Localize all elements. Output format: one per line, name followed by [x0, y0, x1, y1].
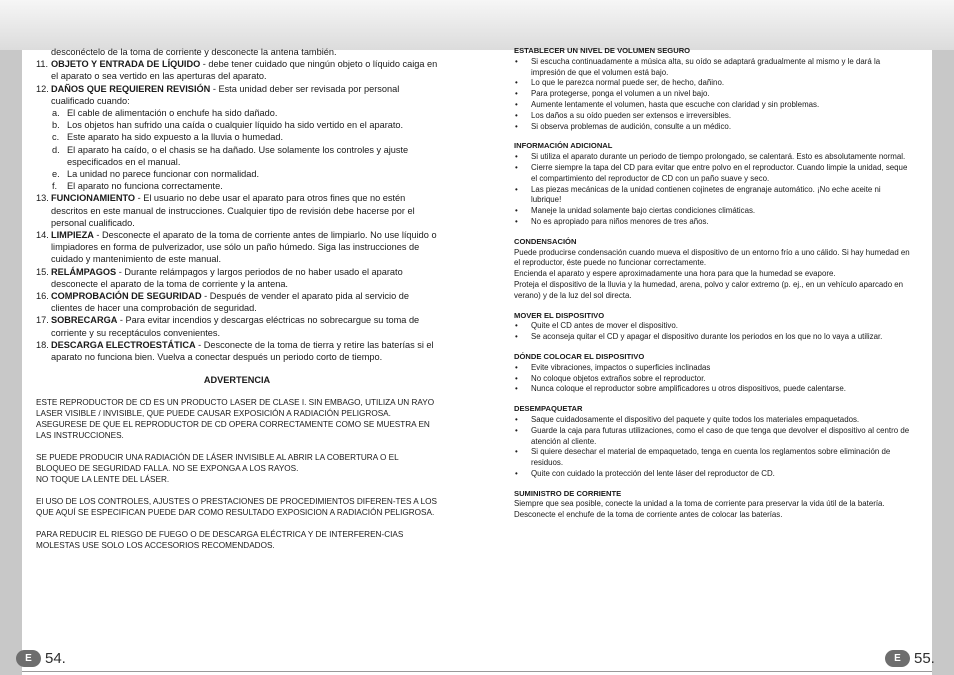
bullet-text: No es apropiado para niños menores de tres años. — [531, 216, 709, 226]
list-item — [36, 339, 438, 363]
sub-text: El cable de alimentación o enchufe ha sido dañado. — [67, 108, 278, 119]
sub-item — [52, 168, 438, 180]
sub-item — [52, 107, 438, 119]
bullet-icon: • — [515, 89, 518, 99]
sub-text: Los objetos han sufrido una caída o cualquier líquido ha sido vertido en el aparato. — [67, 120, 404, 131]
bullet-text: No coloque objetos extraños sobre el reproductor. — [531, 373, 706, 383]
bullet-icon: • — [515, 468, 518, 478]
list-item — [514, 163, 910, 185]
item-title: OBJETO Y ENTRADA DE LÍQUIDO — [51, 59, 201, 70]
list-item — [36, 58, 438, 82]
section-title: CONDENSACIÓN — [514, 236, 577, 246]
bullet-text: Quite el CD antes de mover el dispositivo. — [531, 321, 678, 331]
warning-title: ADVERTENCIA — [203, 375, 271, 386]
item-number: 13. — [36, 193, 49, 204]
bullet-text: Si escucha continuadamente a música alta, su oído se adaptará gradualmente al mismo y le dará la impresión de que el volumen está bajo. — [531, 56, 881, 77]
bullet-icon: • — [515, 78, 518, 88]
item-number: 18. — [36, 339, 49, 350]
list-item — [36, 314, 438, 338]
item-title: FUNCIONAMIENTO — [51, 193, 136, 204]
header-band — [0, 0, 954, 50]
bullet-icon: • — [515, 384, 518, 394]
bullet-text: Evite vibraciones, impactos o superficies inclinadas — [531, 362, 711, 372]
list-item — [514, 363, 910, 374]
bullet-list — [514, 152, 910, 228]
list-item — [36, 290, 438, 314]
item-text: - El usuario no debe usar el aparato para otros fines que no estén descritos en este manual de instrucciones. Cualquier tipo de revisión debe hacerse por el personal cualificado. — [51, 193, 415, 228]
sub-letter: f. — [52, 181, 58, 192]
warning-paragraph: PARA REDUCIR EL RIESGO DE FUEGO O DE DESCARGA ELÉCTRICA Y DE INTERFEREN-CIAS MOLESTAS USE SOLO LOS ACCESORIOS RECOMENDADOS. — [36, 530, 404, 551]
paragraph: Encienda el aparato y espere aproximadamente una hora para que la humedad se evapore. — [514, 269, 836, 279]
section-title: DESEMPAQUETAR — [514, 404, 583, 414]
list-item — [514, 384, 910, 395]
left-page — [36, 46, 438, 645]
sub-text: El aparato no funciona correctamente. — [67, 181, 223, 192]
page-number-left — [16, 650, 66, 667]
language-badge: E — [885, 650, 910, 667]
section-title: MOVER EL DISPOSITIVO — [514, 310, 605, 320]
right-margin-bar — [932, 50, 954, 675]
bullet-list — [514, 363, 910, 395]
section-title: ESTABLECER UN NIVEL DE VOLUMEN SEGURO — [514, 46, 691, 55]
bullet-icon: • — [515, 99, 518, 109]
list-item — [514, 100, 910, 111]
warning-paragraph: SE PUEDE PRODUCIR UNA RADIACIÓN DE LÁSER INVISIBLE AL ABRIR LA COBERTURA O EL BLOQUEO DE SEGURIDAD FALLA. NO SE EXPONGA A LOS RAYOS. — [36, 453, 399, 474]
list-item — [36, 266, 438, 290]
list-item — [514, 469, 910, 480]
section-title: INFORMACIÓN ADICIONAL — [514, 141, 613, 151]
bullet-icon: • — [515, 362, 518, 372]
sub-item — [52, 180, 438, 192]
list-item — [514, 217, 910, 228]
sub-text: La unidad no parece funcionar con normalidad. — [67, 169, 260, 180]
bullet-text: Cierre siempre la tapa del CD para evitar que entre polvo en el reproductor. Cuando limpie la unidad, seque el compartimiento del reproductor de CD con un paño suave y seco. — [531, 162, 908, 183]
list-item — [514, 111, 910, 122]
bullet-text: Si observa problemas de audición, consulte a un médico. — [531, 121, 732, 131]
list-item — [514, 185, 910, 207]
item-title: DESCARGA ELECTROESTÁTICA — [51, 339, 196, 350]
bullet-text: Quite con cuidado la protección del lente láser del reproductor de CD. — [531, 468, 775, 478]
list-item — [514, 374, 910, 385]
paragraph: Siempre que sea posible, conecte la unidad a la toma de corriente para preservar la vida útil de la batería. Desconecte el enchufe de la toma de corriente antes de colocar las baterías. — [514, 499, 885, 520]
list-item — [514, 321, 910, 332]
bullet-text: Las piezas mecánicas de la unidad contienen cojinetes de engranaje automático. ¡No eche aceite ni lubrique! — [531, 184, 881, 205]
warning-paragraph: NO TOQUE LA LENTE DEL LÁSER. — [36, 475, 170, 485]
item-number: 11. — [36, 59, 49, 70]
item-number: 17. — [36, 315, 49, 326]
sub-item — [52, 131, 438, 143]
bullet-text: Si utiliza el aparato durante un periodo de tiempo prolongado, se calentará. Esto es absolutamente normal. — [531, 152, 906, 162]
item-title: RELÁMPAGOS — [51, 266, 117, 277]
list-item — [514, 57, 910, 79]
sub-text: El aparato ha caído, o el chasis se ha dañado. Use solamente los controles y ajuste especificados en el manual. — [67, 144, 409, 167]
bullet-text: Maneje la unidad solamente bajo ciertas condiciones climáticas. — [531, 206, 756, 216]
bullet-list — [514, 415, 910, 480]
bullet-icon: • — [515, 425, 518, 435]
paragraph: Puede producirse condensación cuando mueva el dispositivo de un entorno frío a uno cálido. Si hay humedad en el reproductor, éste puede no funcionar correctamente. — [514, 247, 910, 268]
item-title: SOBRECARGA — [51, 315, 118, 326]
sub-letter: e. — [52, 169, 60, 180]
item-text: - Después de vender el aparato pida al servicio de clientes de hacer una comprobación de seguridad. — [51, 291, 409, 314]
item-number: 16. — [36, 291, 49, 302]
bullet-icon: • — [515, 321, 518, 331]
footer-rule — [22, 671, 932, 672]
item-text: - Esta unidad deber ser revisada por personal cualificado cuando: — [51, 83, 400, 106]
bullet-text: Guarde la caja para futuras utilizaciones, como el caso de que tenga que devolver el dispositivo al centro de atención al cliente. — [531, 425, 910, 446]
bullet-icon: • — [515, 332, 518, 342]
page-number-right — [885, 650, 935, 667]
item-text: - Para evitar incendios y descargas eléctricas no sobrecargue su toma de corriente y su receptáculos convenientes. — [51, 315, 420, 338]
item-number: 15. — [36, 266, 49, 277]
list-item — [36, 192, 438, 229]
sub-item — [52, 119, 438, 131]
sub-letter: c. — [52, 132, 60, 143]
list-item — [514, 415, 910, 426]
sub-text: Este aparato ha sido expuesto a la lluvia o humedad. — [67, 132, 284, 143]
bullet-icon: • — [515, 56, 518, 66]
bullet-icon: • — [515, 184, 518, 194]
bullet-text: Lo que le parezca normal puede ser, de hecho, dañino. — [531, 78, 725, 88]
bullet-icon: • — [515, 373, 518, 383]
sub-letter: b. — [52, 120, 60, 131]
list-item — [514, 332, 910, 343]
bullet-text: Aumente lentamente el volumen, hasta que escuche con claridad y sin problemas. — [531, 99, 820, 109]
list-item — [514, 152, 910, 163]
item-title: LIMPIEZA — [51, 230, 94, 241]
bullet-list — [514, 321, 910, 343]
item-number: 14. — [36, 230, 49, 241]
list-item — [514, 447, 910, 469]
bullet-icon: • — [515, 121, 518, 131]
section-title: DÓNDE COLOCAR EL DISPOSITIVO — [514, 351, 645, 361]
sub-letter: d. — [52, 144, 60, 155]
warning-paragraph: ESTE REPRODUCTOR DE CD ES UN PRODUCTO LASER DE CLASE I. SIN EMBAGO, UTILIZA UN RAYO LASER VISIBLE / INVISIBLE, QUE PUEDE CAUSAR EXPOSICIÓN A RADIACIÓN PELIGROSA. ASEGURESE DE QUE EL REPRODUCTOR DE CD OPERA CORRECTAMENTE COMO SE MUESTRA EN LAS INSTRUCCIONES. — [36, 398, 435, 441]
bullet-icon: • — [515, 152, 518, 162]
page-number: 54. — [45, 650, 66, 667]
list-item — [514, 426, 910, 448]
bullet-text: Si quiere desechar el material de empaquetado, tenga en cuenta los reglamentos sobre eliminación de residuos. — [531, 447, 891, 468]
warning-paragraph: El USO DE LOS CONTROLES, AJUSTES O PRESTACIONES DE PROCEDIMIENTOS DIFEREN-TES A LOS QUE AQUÍ SE ESPECIFICAN PUEDE DAR COMO RESULTADO EXPOSICION A RADIACIÓN PELIGROSA. — [36, 497, 437, 518]
item-text: - Desconecte el aparato de la toma de corriente antes de limpiarlo. No use líquido o limpiadores en forma de pulverizador, use sólo un paño húmedo. Siga las instrucciones de cuidado y mantenimiento de este manual. — [51, 230, 437, 265]
list-item — [514, 206, 910, 217]
list-item — [514, 89, 910, 100]
section-title: SUMINISTRO DE CORRIENTE — [514, 488, 622, 498]
bullet-icon: • — [515, 162, 518, 172]
bullet-text: Nunca coloque el reproductor sobre amplificadores u otros dispositivos, puede calentarse. — [531, 384, 846, 394]
item-text: - debe tener cuidado que ningún objeto o líquido caiga en el aparato o sea vertido en las aperturas del aparato. — [51, 59, 438, 82]
item-title: COMPROBACIÓN DE SEGURIDAD — [51, 291, 202, 302]
item-text: - Durante relámpagos y largos periodos de no haber usado el aparato desconecte el aparato de la toma de corriente y la antena. — [51, 266, 403, 289]
bullet-icon: • — [515, 447, 518, 457]
list-item — [514, 122, 910, 133]
sub-item — [52, 144, 438, 168]
list-item — [514, 78, 910, 89]
page-number: 55. — [914, 650, 935, 667]
list-item — [36, 229, 438, 266]
bullet-icon: • — [515, 216, 518, 226]
bullet-text: Para protegerse, ponga el volumen a un nivel bajo. — [531, 89, 710, 99]
list-item — [36, 83, 438, 107]
bullet-icon: • — [515, 110, 518, 120]
left-margin-bar — [0, 50, 22, 675]
language-badge: E — [16, 650, 41, 667]
sub-letter: a. — [52, 108, 60, 119]
bullet-text: Los daños a su oído pueden ser extensos e irreversibles. — [531, 110, 732, 120]
item-number: 12. — [36, 83, 49, 94]
bullet-icon: • — [515, 206, 518, 216]
bullet-list — [514, 57, 910, 133]
lead-text: desconéctelo de la toma de corriente y desconecte la antena también. — [51, 47, 337, 57]
bullet-icon: • — [515, 414, 518, 424]
item-title: DAÑOS QUE REQUIEREN REVISIÓN — [51, 83, 211, 94]
right-page — [514, 46, 910, 645]
item-text: - Desconecte de la toma de tierra y retire las baterías si el aparato no funciona bien. Vuelva a conectar después un periodo corto de tiempo. — [51, 339, 434, 363]
bullet-text: Saque cuidadosamente el dispositivo del paquete y quite todos los materiales empaquetados. — [531, 414, 860, 424]
paragraph: Proteja el dispositivo de la lluvia y la humedad, arena, polvo y calor extremo (p. ej., en un vehículo aparcado en verano) y de la luz del sol directa. — [514, 279, 904, 300]
bullet-text: Se aconseja quitar el CD y apagar el dispositivo durante los periodos en los que no lo vaya a utilizar. — [531, 332, 883, 342]
